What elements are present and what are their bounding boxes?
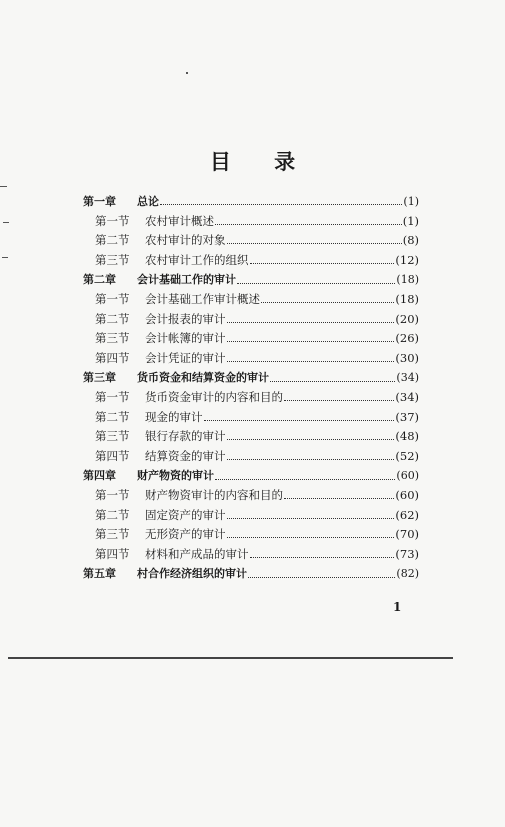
toc-title: 会计凭证的审计	[145, 350, 226, 365]
toc-page: (62)	[395, 507, 419, 522]
toc-number: 第三节	[95, 527, 130, 542]
toc-page: (1)	[402, 213, 419, 228]
toc-number: 第二节	[95, 507, 130, 522]
toc-page: (34)	[396, 371, 419, 385]
toc-title: 农村审计的对象	[145, 233, 226, 248]
toc-section-row	[83, 507, 419, 527]
toc-title: 会计基础工作审计概述	[145, 291, 260, 306]
toc-title: 会计报表的审计	[145, 311, 226, 326]
toc-number: 第四节	[95, 448, 130, 463]
toc-page: (26)	[395, 331, 419, 346]
toc-leader	[250, 263, 395, 264]
toc-number: 第二节	[95, 409, 130, 424]
toc-section-row	[83, 448, 419, 468]
page-title: 目 录	[209, 150, 314, 174]
toc-chapter-row	[83, 565, 419, 585]
scan-speck	[2, 257, 8, 258]
toc-title: 货币资金和结算资金的审计	[137, 371, 269, 385]
toc-number: 第五章	[83, 567, 116, 581]
toc-chapter-row	[83, 193, 419, 213]
toc-leader	[227, 322, 395, 323]
toc-page: (34)	[395, 389, 419, 404]
toc-leader	[160, 204, 402, 205]
toc-leader	[227, 537, 395, 538]
toc-section-row	[83, 311, 419, 331]
toc-chapter-row	[83, 467, 419, 487]
toc-section-row	[83, 428, 419, 448]
toc-leader	[284, 498, 394, 499]
toc-page: (48)	[395, 429, 419, 444]
toc-number: 第一节	[95, 487, 130, 502]
toc-section-row	[83, 409, 419, 429]
toc-title: 固定资产的审计	[145, 507, 226, 522]
toc-leader	[261, 302, 394, 303]
toc-leader	[227, 243, 402, 244]
toc-number: 第四章	[83, 469, 116, 483]
toc-number: 第二章	[83, 273, 116, 287]
toc-number: 第一节	[95, 389, 130, 404]
toc-section-row	[83, 546, 419, 566]
scan-speck	[3, 222, 9, 223]
toc-chapter-row	[83, 369, 419, 389]
toc-leader	[237, 283, 395, 284]
toc-title: 材料和产成品的审计	[145, 546, 249, 561]
toc-page: (73)	[395, 546, 419, 561]
toc-number: 第二节	[95, 233, 130, 248]
toc-number: 第四节	[95, 546, 130, 561]
toc-page: (60)	[395, 487, 419, 502]
toc-leader	[250, 557, 395, 558]
toc-number: 第三章	[83, 371, 116, 385]
toc-section-row	[83, 232, 419, 252]
page-number: 1	[393, 600, 402, 614]
toc-leader	[284, 400, 394, 401]
toc-number: 第三节	[95, 429, 130, 444]
toc-page: (52)	[395, 448, 419, 463]
toc-title: 货币资金审计的内容和目的	[145, 389, 283, 404]
toc-title: 结算资金的审计	[145, 448, 226, 463]
toc-title: 财产物资审计的内容和目的	[145, 487, 283, 502]
toc-number: 第一节	[95, 213, 130, 228]
toc-title: 农村审计概述	[145, 213, 214, 228]
toc-page: (37)	[395, 409, 419, 424]
toc-number: 第四节	[95, 350, 130, 365]
toc-leader	[227, 518, 395, 519]
toc-leader	[248, 577, 395, 578]
toc-section-row	[83, 389, 419, 409]
toc-number: 第一节	[95, 291, 130, 306]
toc-section-row	[83, 291, 419, 311]
toc-page: (18)	[396, 273, 419, 287]
toc-leader	[227, 459, 395, 460]
toc-number: 第三节	[95, 252, 130, 267]
toc-section-row	[83, 252, 419, 272]
scan-speck	[0, 186, 7, 187]
toc-section-row	[83, 213, 419, 233]
toc-page: (30)	[395, 350, 419, 365]
toc-title: 现金的审计	[145, 409, 203, 424]
toc-section-row	[83, 350, 419, 370]
toc-leader	[227, 361, 395, 362]
toc-page: (1)	[403, 195, 419, 208]
toc-leader	[215, 224, 402, 225]
toc-page: (12)	[395, 252, 419, 267]
toc-chapter-row	[83, 271, 419, 291]
toc-leader	[204, 420, 395, 421]
bottom-rule	[8, 657, 453, 659]
toc-section-row	[83, 526, 419, 546]
toc-title: 会计帐簿的审计	[145, 331, 226, 346]
toc-leader	[215, 479, 395, 480]
table-of-contents	[83, 193, 419, 585]
toc-number: 第三节	[95, 331, 130, 346]
toc-page: (70)	[395, 527, 419, 542]
toc-page: (8)	[402, 233, 419, 248]
toc-leader	[227, 341, 395, 342]
toc-section-row	[83, 487, 419, 507]
toc-title: 会计基础工作的审计	[137, 273, 236, 287]
toc-leader	[227, 439, 395, 440]
toc-section-row	[83, 330, 419, 350]
toc-number: 第一章	[83, 195, 116, 208]
toc-leader	[270, 381, 395, 382]
toc-title: 总论	[137, 195, 159, 208]
toc-title: 村合作经济组织的审计	[137, 567, 247, 581]
toc-title: 银行存款的审计	[145, 429, 226, 444]
toc-page: (18)	[395, 291, 419, 306]
toc-number: 第二节	[95, 311, 130, 326]
toc-title: 农村审计工作的组织	[145, 252, 249, 267]
toc-page: (20)	[395, 311, 419, 326]
toc-title: 无形资产的审计	[145, 527, 226, 542]
toc-title: 财产物资的审计	[137, 469, 214, 483]
toc-page: (60)	[396, 469, 419, 483]
scan-speck	[186, 72, 188, 74]
toc-page: (82)	[396, 567, 419, 581]
